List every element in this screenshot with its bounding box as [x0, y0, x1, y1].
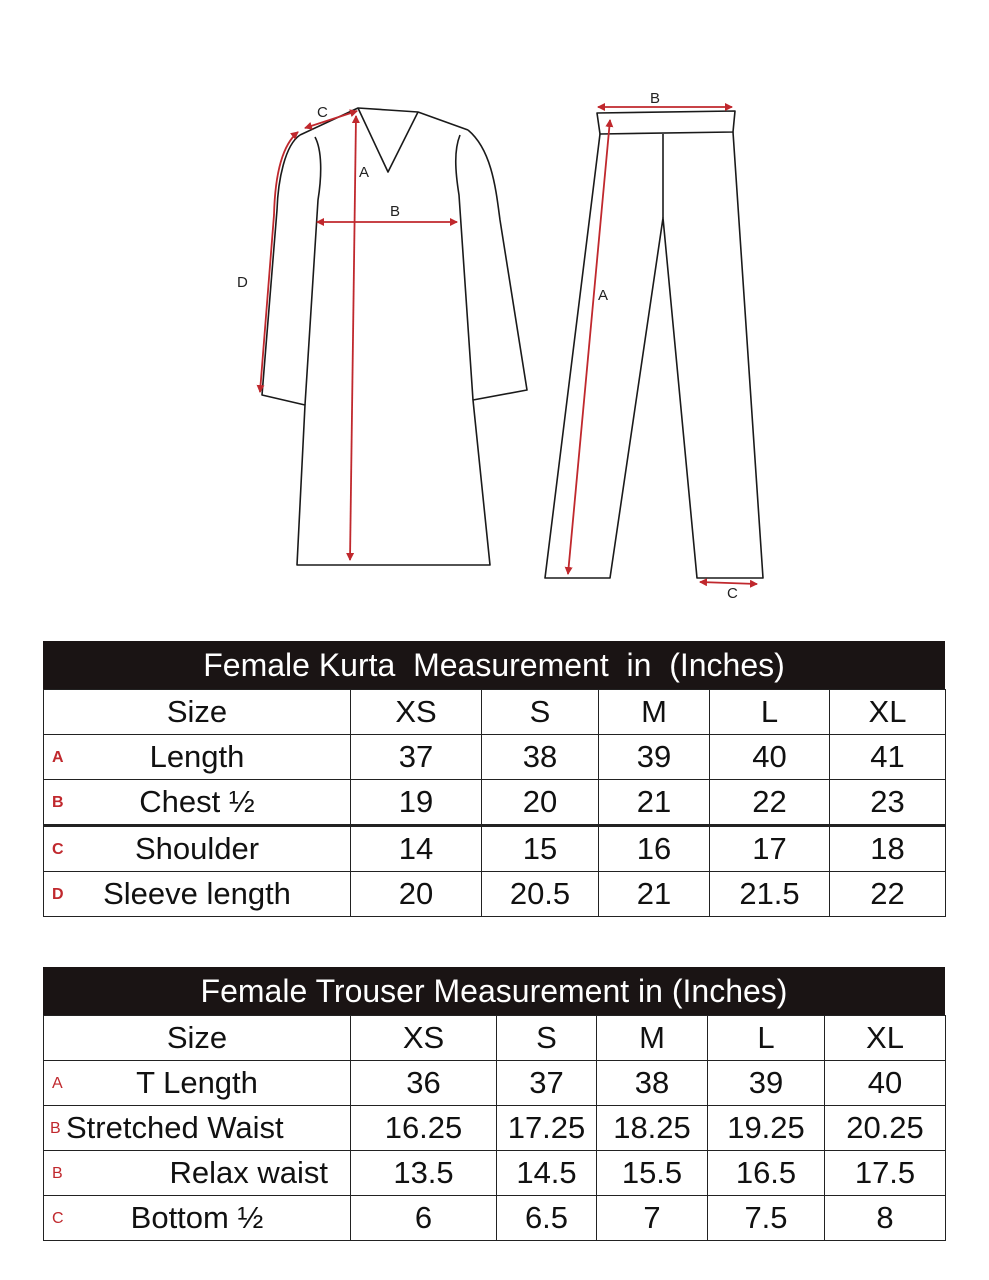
- trouser-header-row: [44, 1016, 946, 1061]
- value-cell: 7: [597, 1196, 708, 1241]
- kurta-table-title: Female Kurta Measurement in (Inches): [43, 641, 945, 689]
- value-cell: 39: [599, 735, 710, 780]
- row-marker: A: [52, 748, 64, 766]
- value-cell: 19.25: [708, 1106, 825, 1151]
- row-label-cell: [44, 872, 351, 917]
- row-label-cell: [44, 826, 351, 872]
- value-cell: 16.25: [351, 1106, 497, 1151]
- table-row: [44, 735, 946, 780]
- value-cell: 13.5: [351, 1151, 497, 1196]
- kurta-arrow-a: [350, 116, 356, 560]
- value-cell: 39: [708, 1061, 825, 1106]
- table-row: [44, 1106, 946, 1151]
- row-marker: B: [50, 1119, 61, 1137]
- trouser-label-b: B: [650, 90, 661, 107]
- value-cell: 7.5: [708, 1196, 825, 1241]
- value-cell: 16: [599, 826, 710, 872]
- header-cell: XL: [830, 690, 946, 735]
- garment-diagram: [0, 0, 989, 620]
- kurta-label-b: B: [390, 203, 401, 220]
- row-label-cell: [44, 1151, 351, 1196]
- table-row: [44, 1151, 946, 1196]
- row-label-cell: [44, 1106, 351, 1151]
- header-cell: M: [599, 690, 710, 735]
- trouser-size-table: [43, 967, 945, 1241]
- header-cell: S: [497, 1016, 597, 1061]
- value-cell: 37: [497, 1061, 597, 1106]
- trouser-label-a: A: [598, 287, 609, 304]
- table-row: [44, 826, 946, 872]
- row-marker: D: [52, 885, 64, 903]
- value-cell: 40: [825, 1061, 946, 1106]
- header-cell: S: [482, 690, 599, 735]
- header-cell: XL: [825, 1016, 946, 1061]
- row-label: Chest ½: [139, 784, 255, 819]
- kurta-label-c: C: [317, 104, 328, 121]
- row-marker: C: [52, 1209, 64, 1227]
- row-label-cell: [44, 1061, 351, 1106]
- header-cell: Size: [44, 1016, 351, 1061]
- value-cell: 20.25: [825, 1106, 946, 1151]
- row-label: Shoulder: [134, 831, 260, 866]
- row-label-cell: [44, 780, 351, 826]
- trouser-outline: [545, 111, 763, 578]
- value-cell: 21.5: [710, 872, 830, 917]
- value-cell: 17.5: [825, 1151, 946, 1196]
- value-cell: 21: [599, 872, 710, 917]
- value-cell: 38: [597, 1061, 708, 1106]
- kurta-arrow-c: [305, 111, 357, 128]
- row-label-cell: [44, 735, 351, 780]
- value-cell: 23: [830, 780, 946, 826]
- trouser-table-title: Female Trouser Measurement in (Inches): [43, 967, 945, 1015]
- header-cell: L: [708, 1016, 825, 1061]
- value-cell: 40: [710, 735, 830, 780]
- table-row: [44, 1196, 946, 1241]
- row-marker: B: [52, 1164, 63, 1182]
- value-cell: 37: [351, 735, 482, 780]
- header-cell: XS: [351, 1016, 497, 1061]
- header-cell: L: [710, 690, 830, 735]
- value-cell: 17: [710, 826, 830, 872]
- header-cell: XS: [351, 690, 482, 735]
- kurta-header-row: [44, 690, 946, 735]
- header-cell: Size: [44, 690, 351, 735]
- value-cell: 22: [830, 872, 946, 917]
- row-label: Bottom ½: [130, 1200, 264, 1235]
- value-cell: 20.5: [482, 872, 599, 917]
- value-cell: 22: [710, 780, 830, 826]
- table-row: [44, 780, 946, 826]
- value-cell: 38: [482, 735, 599, 780]
- kurta-outline: [262, 108, 527, 565]
- value-cell: 6: [351, 1196, 497, 1241]
- row-label: Sleeve length: [103, 876, 291, 911]
- row-label: Relax waist: [169, 1155, 328, 1190]
- value-cell: 14.5: [497, 1151, 597, 1196]
- row-label-cell: [44, 1196, 351, 1241]
- value-cell: 15.5: [597, 1151, 708, 1196]
- value-cell: 15: [482, 826, 599, 872]
- row-label: Stretched Waist: [66, 1110, 284, 1145]
- value-cell: 16.5: [708, 1151, 825, 1196]
- kurta-size-table: [43, 641, 945, 917]
- value-cell: 18: [830, 826, 946, 872]
- value-cell: 41: [830, 735, 946, 780]
- row-marker: B: [52, 793, 64, 811]
- kurta-label-a: A: [359, 164, 370, 181]
- row-marker: C: [52, 840, 64, 858]
- value-cell: 21: [599, 780, 710, 826]
- kurta-label-d: D: [237, 274, 248, 291]
- row-marker: A: [52, 1074, 63, 1092]
- value-cell: 6.5: [497, 1196, 597, 1241]
- row-label: Length: [149, 739, 245, 774]
- header-cell: M: [597, 1016, 708, 1061]
- table-row: [44, 872, 946, 917]
- value-cell: 19: [351, 780, 482, 826]
- trouser-label-c: C: [727, 585, 738, 602]
- trouser-arrow-c: [700, 582, 757, 584]
- row-label: T Length: [136, 1065, 258, 1100]
- value-cell: 20: [482, 780, 599, 826]
- value-cell: 17.25: [497, 1106, 597, 1151]
- value-cell: 14: [351, 826, 482, 872]
- value-cell: 36: [351, 1061, 497, 1106]
- value-cell: 20: [351, 872, 482, 917]
- value-cell: 18.25: [597, 1106, 708, 1151]
- table-row: [44, 1061, 946, 1106]
- value-cell: 8: [825, 1196, 946, 1241]
